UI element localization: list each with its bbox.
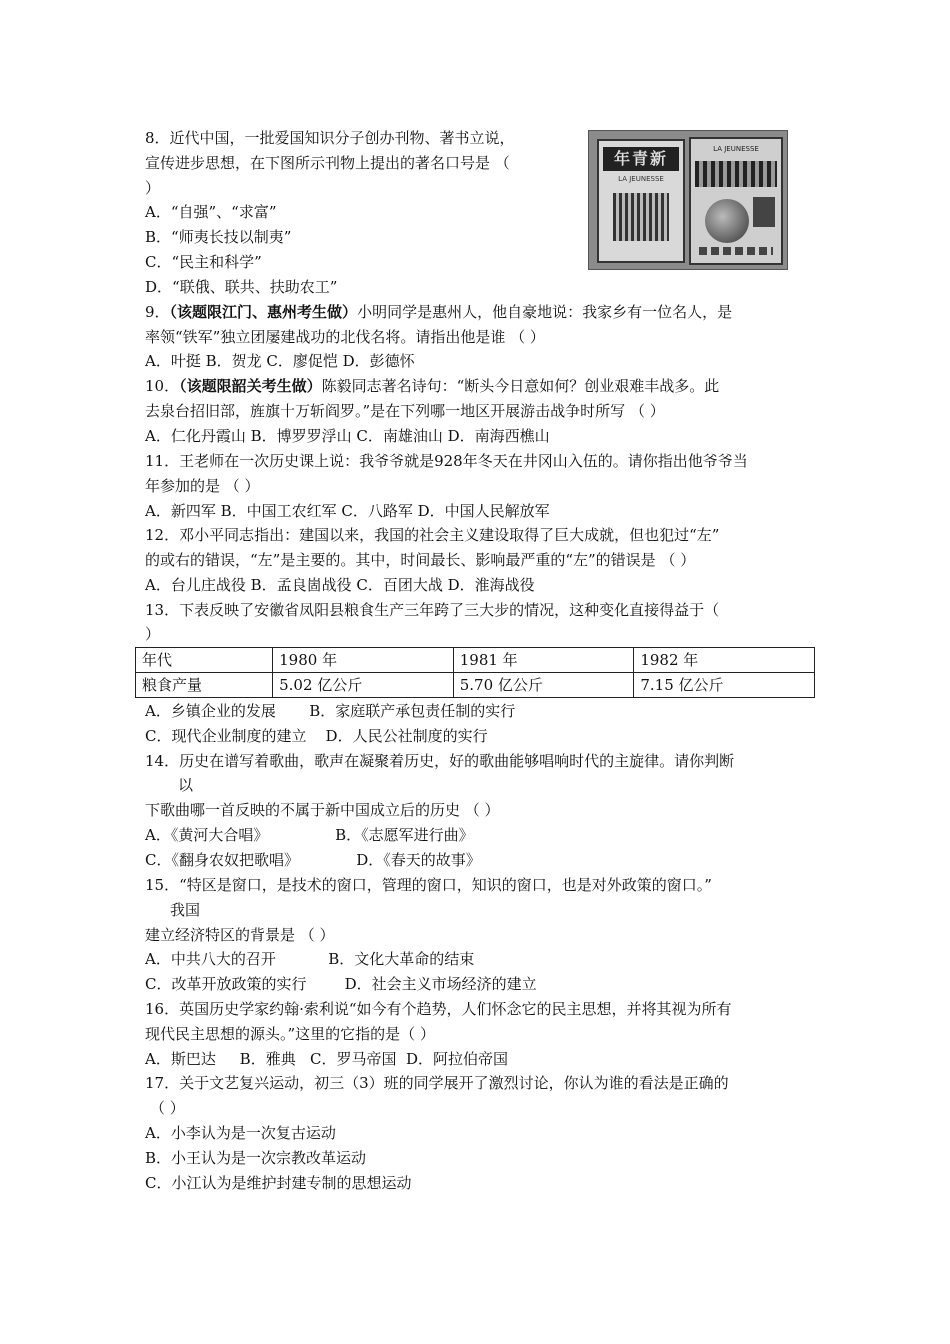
q17-option-c: C．小江认为是维护封建专制的思想运动 xyxy=(145,1174,412,1192)
q10-number: 10． xyxy=(145,377,180,395)
magazine-right-band xyxy=(695,161,777,187)
q15-line2: 我国 xyxy=(170,901,201,919)
q8-option-a: A．“自强”、“求富” xyxy=(145,203,277,221)
q17-option-a: A．小李认为是一次复古运动 xyxy=(145,1124,336,1142)
q11-line1: 11．王老师在一次历史课上说：我爷爷就是928年冬天在井冈山入伍的。请你指出他爷爷当 xyxy=(145,452,748,470)
magazine-left-subtitle: LA JEUNESSE xyxy=(618,175,664,183)
q9-number: 9． xyxy=(145,303,170,321)
table-cell: 1981 年 xyxy=(453,648,634,673)
magazine-right-side-block xyxy=(753,197,775,227)
magazine-left-title: 年青新 xyxy=(603,147,679,171)
q15-line3: 建立经济特区的背景是 （ ） xyxy=(145,926,335,944)
q8-line2: 宣传进步思想，在下图所示刊物上提出的著名口号是 （ xyxy=(145,154,510,172)
q16-line1: 16．英国历史学家约翰·索利说“如今有个趋势，人们怀念它的民主思想，并将其视为所有 xyxy=(145,1000,732,1018)
q13-line2: ） xyxy=(145,625,161,643)
q9-line1-text: 小明同学是惠州人，他自豪地说：我家乡有一位名人，是 xyxy=(357,303,733,321)
magazine-right-title: LA JEUNESSE xyxy=(713,145,759,153)
q10-line2: 去泉台招旧部，旌旗十万斩阎罗。”是在下列哪一地区开展游击战争时所写 （ ） xyxy=(145,402,665,420)
q10-line1-text: 陈毅同志著名诗句：“断头今日意如何？创业艰难丰战多。此 xyxy=(321,377,720,395)
q12-line2: 的或右的错误，“左”是主要的。其中，时间最长、影响最严重的“左”的错误是 （ ） xyxy=(145,551,696,569)
magazine-cover-right xyxy=(689,137,783,265)
q14-line3: 下歌曲哪一首反映的不属于新中国成立后的历史 （ ） xyxy=(145,801,500,819)
table-cell: 5.02 亿公斤 xyxy=(273,673,454,698)
q17-option-b: B．小王认为是一次宗教改革运动 xyxy=(145,1149,367,1167)
q10-region-tag: （该题限韶关考生做） xyxy=(179,377,322,395)
q8-line3: ） xyxy=(145,179,161,197)
q15-options-cd: C．改革开放政策的实行 D．社会主义市场经济的建立 xyxy=(145,975,537,993)
q13-options-ab: A．乡镇企业的发展 B．家庭联产承包责任制的实行 xyxy=(145,702,516,720)
q16-options: A．斯巴达 B．雅典 C．罗马帝国 D．阿拉伯帝国 xyxy=(145,1050,509,1068)
table-cell: 5.70 亿公斤 xyxy=(453,673,634,698)
q15-options-ab: A．中共八大的召开 B．文化大革命的结束 xyxy=(145,950,475,968)
magazine-right-footer xyxy=(699,247,773,255)
q13-options-cd: C．现代企业制度的建立 D．人民公社制度的实行 xyxy=(145,727,488,745)
q17-line2: （ ） xyxy=(150,1099,185,1117)
q16-line2: 现代民主思想的源头。”这里的它指的是（ ） xyxy=(145,1025,435,1043)
table-cell: 年代 xyxy=(136,648,273,673)
magazine-photo xyxy=(588,130,788,270)
q9-region-tag: （该题限江门、惠州考生做） xyxy=(169,303,358,321)
q9-line2: 率领“铁军”独立团屡建战功的北伐名将。请指出他是谁 （ ） xyxy=(145,328,545,346)
q9-options: A．叶挺 B．贺龙 C．廖促恺 D．彭德怀 xyxy=(145,352,415,370)
table-cell: 1980 年 xyxy=(273,648,454,673)
q15-line1: 15．“特区是窗口，是技术的窗口，管理的窗口，知识的窗口，也是对外政策的窗口。” xyxy=(145,876,712,894)
q8-option-b: B．“师夷长技以制夷” xyxy=(145,228,292,246)
q10-line1 xyxy=(145,374,815,399)
magazine-cover-left xyxy=(597,139,685,263)
table-cell: 粮食产量 xyxy=(136,673,273,698)
q14-line1: 14．历史在谱写着歌曲，歌声在凝聚着历史，好的歌曲能够唱响时代的主旋律。请你判断 xyxy=(145,752,735,770)
q11-options: A．新四军 B．中国工农红军 C．八路军 D．中国人民解放军 xyxy=(145,502,550,520)
q8-option-c: C．“民主和科学” xyxy=(145,253,262,271)
table-row xyxy=(136,648,815,673)
q9-line1 xyxy=(145,300,815,325)
globe-icon xyxy=(705,199,749,243)
q13-line1: 13．下表反映了安徽省凤阳县粮食生产三年跨了三大步的情况，这种变化直接得益于（ xyxy=(145,601,720,619)
q14-options-cd: C．《翻身农奴把歌唱》 D．《春天的故事》 xyxy=(145,851,481,869)
grain-output-table xyxy=(135,647,815,698)
q10-options: A．仁化丹霞山 B．博罗罗浮山 C．南雄油山 D．南海西樵山 xyxy=(145,427,550,445)
magazine-left-pattern xyxy=(613,193,669,241)
table-cell: 7.15 亿公斤 xyxy=(634,673,815,698)
table-cell: 1982 年 xyxy=(634,648,815,673)
q14-options-ab: A．《黄河大合唱》 B．《志愿军进行曲》 xyxy=(145,826,474,844)
q17-line1: 17．关于文艺复兴运动，初三（3）班的同学展开了激烈讨论，你认为谁的看法是正确的 xyxy=(145,1074,729,1092)
q14-line2: 以 xyxy=(178,776,194,794)
q12-line1: 12．邓小平同志指出：建国以来，我国的社会主义建设取得了巨大成就，但也犯过“左” xyxy=(145,526,720,544)
q8-option-d: D．“联俄、联共、扶助农工” xyxy=(145,278,338,296)
q12-options: A．台儿庄战役 B．孟良崮战役 C．百团大战 D．淮海战役 xyxy=(145,576,535,594)
q11-line2: 年参加的是 （ ） xyxy=(145,477,260,495)
q8-line1: 8．近代中国，一批爱国知识分子创办刊物、著书立说， xyxy=(145,129,515,147)
table-row xyxy=(136,673,815,698)
